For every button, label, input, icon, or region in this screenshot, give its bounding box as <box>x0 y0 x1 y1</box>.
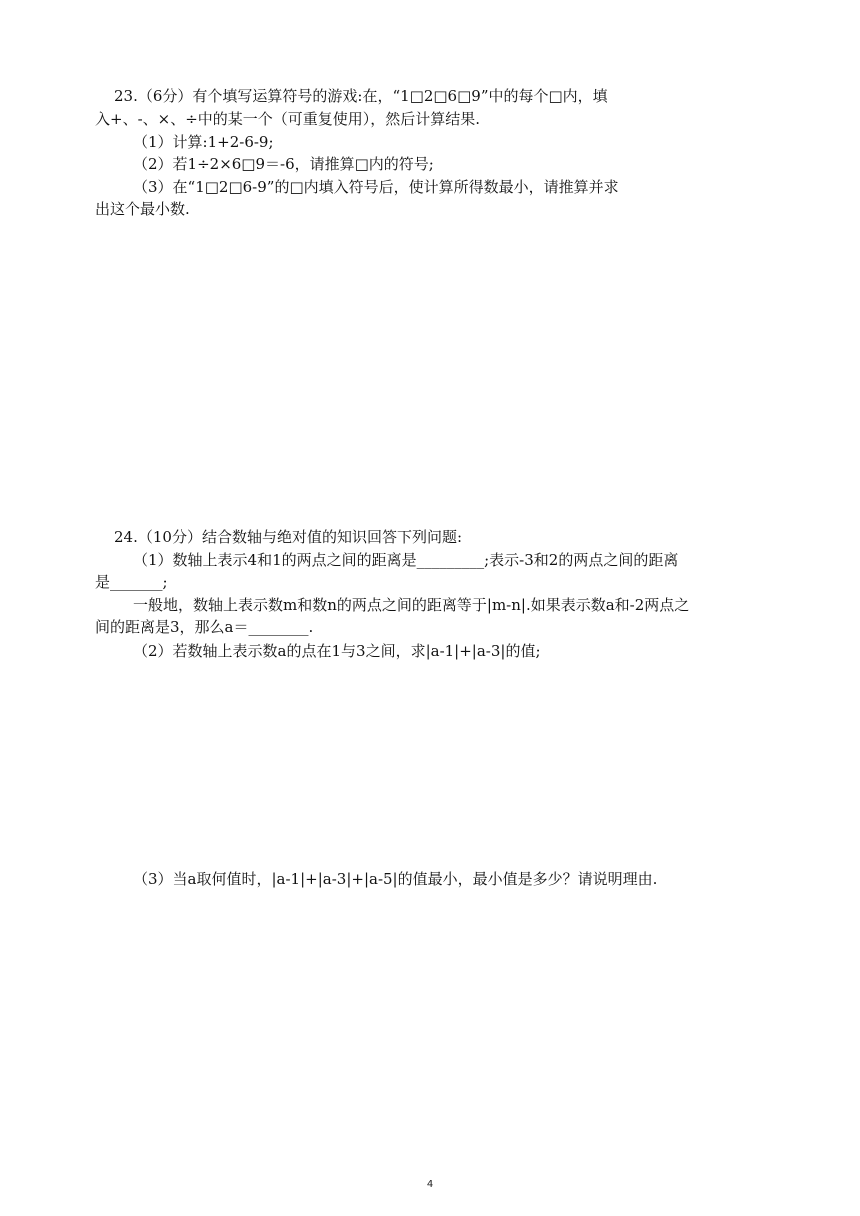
q24-intro: 24.（10分）结合数轴与绝对值的知识回答下列问题: <box>114 528 462 546</box>
q23-part2: （2）若1÷2×6□9＝-6，请推算□内的符号; <box>133 155 434 173</box>
q24-part2: （2）若数轴上表示数a的点在1与3之间，求|a-1|+|a-3|的值; <box>133 642 541 660</box>
q24-part1-line2: 是_______; <box>95 573 168 591</box>
q24-general-line2: 间的距离是3，那么a＝________. <box>95 618 314 636</box>
q23-part3-line1: （3）在“1□2□6-9”的□内填入符号后，使计算所得数最小，请推算并求 <box>133 178 619 196</box>
q24-part1-line1: （1）数轴上表示4和1的两点之间的距离是_________;表示-3和2的两点之间的距离 <box>133 551 679 569</box>
q23-part1: （1）计算:1+2-6-9; <box>133 133 274 151</box>
q23-intro-line2: 入+、-、×、÷中的某一个（可重复使用），然后计算结果. <box>95 110 481 128</box>
q24-general-line1: 一般地，数轴上表示数m和数n的两点之间的距离等于|m-n|.如果表示数a和-2两点之 <box>133 596 690 614</box>
q24-part3: （3）当a取何值时，|a-1|+|a-3|+|a-5|的值最小，最小值是多少？请说明理由. <box>133 870 658 888</box>
q23-intro-line1: 23.（6分）有个填写运算符号的游戏:在，“1□2□6□9”中的每个□内，填 <box>114 87 608 105</box>
page-number: 4 <box>426 1179 434 1190</box>
q23-part3-line2: 出这个最小数. <box>95 200 190 218</box>
